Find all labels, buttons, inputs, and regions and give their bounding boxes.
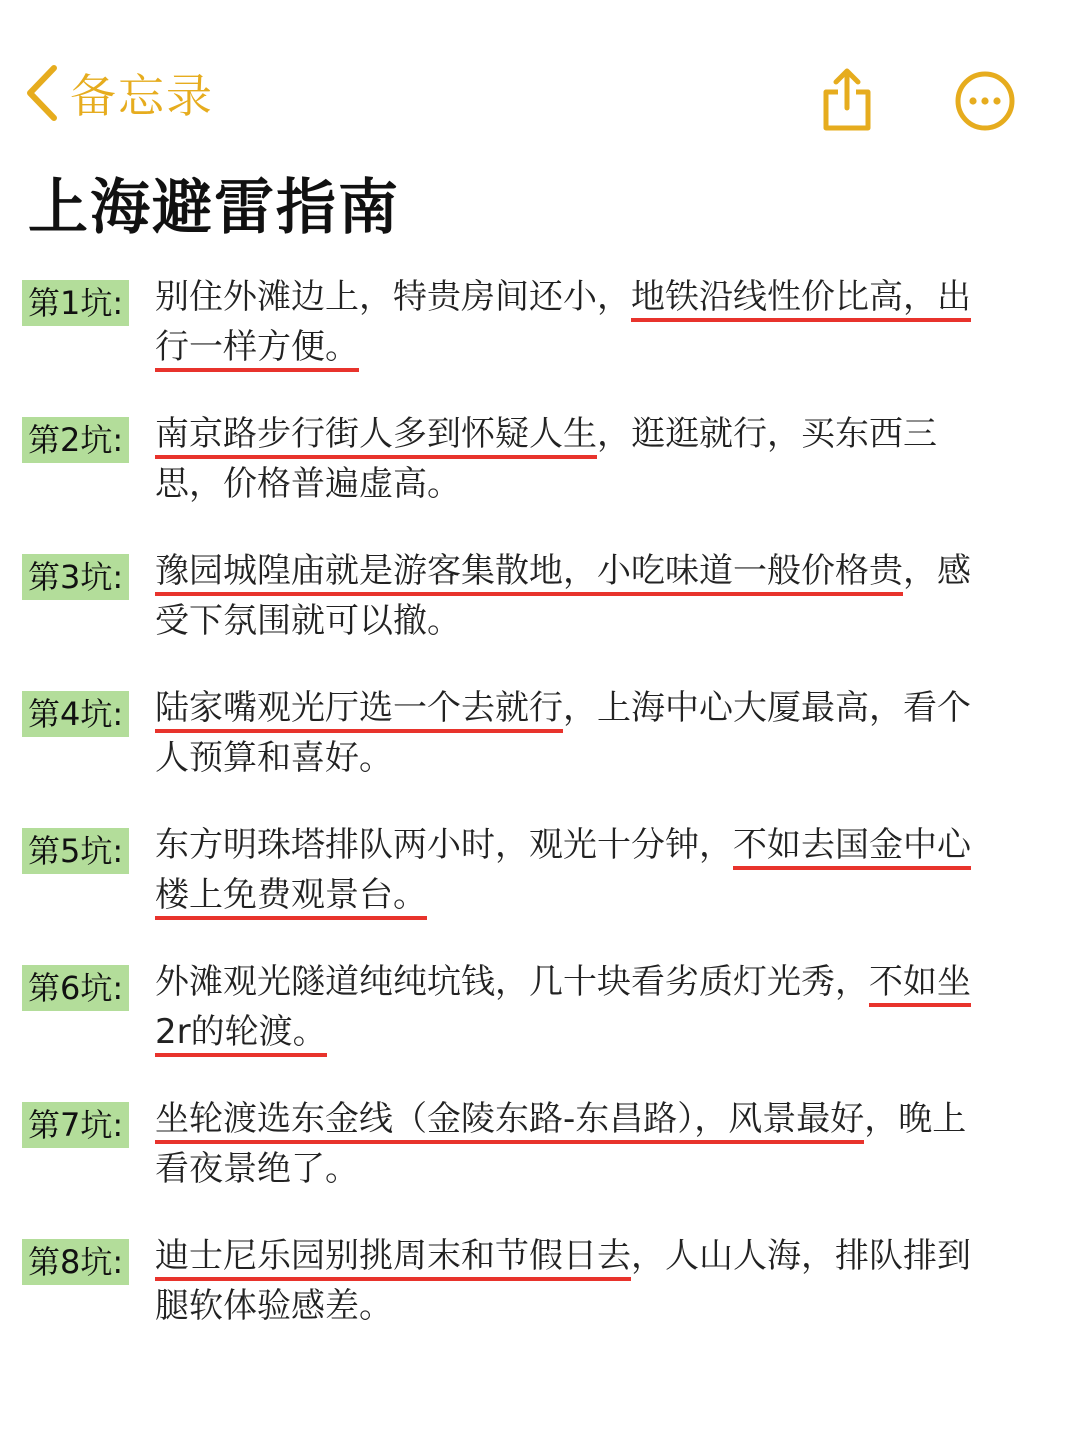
pitfall-tag: 第4坑: <box>22 691 129 737</box>
text-line <box>155 1094 1025 1144</box>
text-segment: 人预算和喜好。 <box>155 738 393 778</box>
text-segment: 别住外滩边上，特贵房间还小， <box>155 277 631 317</box>
text-line <box>155 1144 1025 1194</box>
text-line <box>155 322 1025 372</box>
text-line <box>155 870 1025 920</box>
text-line <box>155 957 1025 1007</box>
text-line <box>155 683 1025 733</box>
more-icon[interactable] <box>954 70 1016 132</box>
text-line <box>155 272 1025 322</box>
pitfall-item <box>0 820 1080 940</box>
pitfall-text <box>155 272 1025 372</box>
text-segment: ，逛逛就行，买东西三 <box>597 414 937 454</box>
underlined-text: 不如去国金中心 <box>733 825 971 870</box>
pitfall-item <box>0 546 1080 666</box>
pitfall-item <box>0 409 1080 529</box>
text-segment: 受下氛围就可以撤。 <box>155 601 461 641</box>
pitfall-tag: 第8坑: <box>22 1239 129 1285</box>
underlined-text: 2r的轮渡。 <box>155 1012 327 1057</box>
text-segment: 外滩观光隧道纯纯坑钱，几十块看劣质灯光秀， <box>155 962 869 1002</box>
pitfall-item <box>0 1094 1080 1214</box>
underlined-text: 坐轮渡选东金线（金陵东路-东昌路），风景最好 <box>155 1099 864 1144</box>
pitfall-text <box>155 546 1025 646</box>
pitfall-tag: 第1坑: <box>22 280 129 326</box>
underlined-text: 楼上免费观景台。 <box>155 875 427 920</box>
pitfall-tag: 第3坑: <box>22 554 129 600</box>
pitfall-text <box>155 957 1025 1057</box>
chevron-left-icon <box>22 62 62 124</box>
pitfall-item <box>0 957 1080 1077</box>
pitfall-item <box>0 1231 1080 1351</box>
pitfall-item <box>0 272 1080 392</box>
pitfall-text <box>155 683 1025 783</box>
text-line <box>155 1007 1025 1057</box>
underlined-text: 豫园城隍庙就是游客集散地，小吃味道一般价格贵 <box>155 551 903 596</box>
text-line <box>155 409 1025 459</box>
text-segment: 东方明珠塔排队两小时，观光十分钟， <box>155 825 733 865</box>
underlined-text: 行一样方便。 <box>155 327 359 372</box>
pitfall-text <box>155 409 1025 509</box>
underlined-text: 陆家嘴观光厅选一个去就行 <box>155 688 563 733</box>
pitfall-text <box>155 1094 1025 1194</box>
text-line <box>155 1281 1025 1331</box>
note-title: 上海避雷指南 <box>28 173 400 243</box>
underlined-text: 地铁沿线性价比高，出 <box>631 277 971 322</box>
text-line <box>155 596 1025 646</box>
text-segment: ，人山人海，排队排到 <box>631 1236 971 1276</box>
underlined-text: 南京路步行街人多到怀疑人生 <box>155 414 597 459</box>
text-line <box>155 820 1025 870</box>
text-segment: 思，价格普遍虚高。 <box>155 464 461 504</box>
text-line <box>155 459 1025 509</box>
pitfall-tag: 第2坑: <box>22 417 129 463</box>
pitfall-text <box>155 1231 1025 1331</box>
text-segment: ，晚上 <box>864 1099 967 1139</box>
navigation-bar <box>0 0 1080 140</box>
back-label: 备忘录 <box>70 69 214 123</box>
underlined-text: 迪士尼乐园别挑周末和节假日去 <box>155 1236 631 1281</box>
underlined-text: 不如坐 <box>869 962 971 1007</box>
pitfall-tag: 第6坑: <box>22 965 129 1011</box>
text-segment: 看夜景绝了。 <box>155 1149 359 1189</box>
text-segment: 腿软体验感差。 <box>155 1286 393 1326</box>
text-line <box>155 1231 1025 1281</box>
pitfall-tag: 第5坑: <box>22 828 129 874</box>
text-segment: ，感 <box>903 551 971 591</box>
pitfall-tag: 第7坑: <box>22 1102 129 1148</box>
text-line <box>155 546 1025 596</box>
share-icon[interactable] <box>818 66 876 134</box>
text-line <box>155 733 1025 783</box>
text-segment: ，上海中心大厦最高，看个 <box>563 688 971 728</box>
back-button[interactable] <box>22 58 214 128</box>
pitfall-item <box>0 683 1080 803</box>
pitfall-text <box>155 820 1025 920</box>
